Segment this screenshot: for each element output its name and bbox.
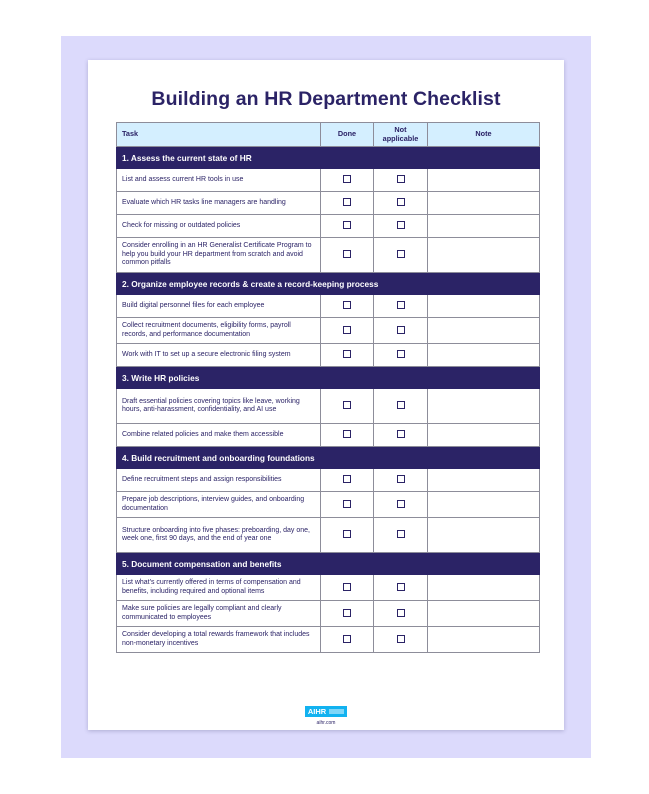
checklist-page: [88, 60, 564, 730]
note-cell[interactable]: [428, 238, 540, 273]
done-checkbox-icon[interactable]: [343, 326, 351, 334]
section-header-row: [117, 273, 540, 295]
not-applicable-cell: [374, 601, 428, 627]
task-text: Consider enrolling in an HR Generalist Certificate Program to help you build your HR department from scratch and avoid common pitfalls: [117, 238, 321, 273]
section-heading: 4. Build recruitment and onboarding foundations: [117, 447, 540, 469]
checklist-table: [116, 122, 540, 653]
done-cell: [321, 344, 374, 367]
table-row: [117, 518, 540, 553]
done-cell: [321, 389, 374, 424]
note-cell[interactable]: [428, 389, 540, 424]
done-cell: [321, 575, 374, 601]
not-applicable-checkbox-icon[interactable]: [397, 326, 405, 334]
table-row: [117, 238, 540, 273]
table-row: [117, 469, 540, 492]
task-text: Collect recruitment documents, eligibility forms, payroll records, and performance documentation: [117, 318, 321, 344]
section-header-row: [117, 553, 540, 575]
note-cell[interactable]: [428, 492, 540, 518]
not-applicable-checkbox-icon[interactable]: [397, 301, 405, 309]
footer: [88, 701, 564, 726]
note-cell[interactable]: [428, 424, 540, 447]
done-checkbox-icon[interactable]: [343, 350, 351, 358]
task-text: List what's currently offered in terms of compensation and benefits, including required and optional items: [117, 575, 321, 601]
table-header-row: [117, 123, 540, 147]
column-header-task: Task: [117, 123, 321, 147]
not-applicable-cell: [374, 215, 428, 238]
note-cell[interactable]: [428, 318, 540, 344]
column-header-not-applicable: Not applicable: [374, 123, 428, 147]
table-row: [117, 627, 540, 653]
page-title: Building an HR Department Checklist: [151, 88, 501, 110]
done-cell: [321, 601, 374, 627]
done-cell: [321, 518, 374, 553]
done-cell: [321, 169, 374, 192]
table-row: [117, 492, 540, 518]
section-heading: 5. Document compensation and benefits: [117, 553, 540, 575]
not-applicable-cell: [374, 344, 428, 367]
done-checkbox-icon[interactable]: [343, 635, 351, 643]
not-applicable-checkbox-icon[interactable]: [397, 350, 405, 358]
task-text: Check for missing or outdated policies: [117, 215, 321, 238]
section-header-row: [117, 447, 540, 469]
note-cell[interactable]: [428, 169, 540, 192]
not-applicable-cell: [374, 627, 428, 653]
done-checkbox-icon[interactable]: [343, 475, 351, 483]
note-cell[interactable]: [428, 518, 540, 553]
done-checkbox-icon[interactable]: [343, 430, 351, 438]
task-text: Build digital personnel files for each employee: [117, 295, 321, 318]
done-checkbox-icon[interactable]: [343, 583, 351, 591]
not-applicable-checkbox-icon[interactable]: [397, 250, 405, 258]
note-cell[interactable]: [428, 469, 540, 492]
task-text: List and assess current HR tools in use: [117, 169, 321, 192]
table-row: [117, 424, 540, 447]
aihr-logo-icon[interactable]: [305, 706, 347, 717]
logo-tagline-block: [329, 709, 344, 714]
done-cell: [321, 192, 374, 215]
checklist-body: [117, 147, 540, 653]
done-cell: [321, 318, 374, 344]
table-row: [117, 169, 540, 192]
table-row: [117, 575, 540, 601]
not-applicable-cell: [374, 318, 428, 344]
table-row: [117, 389, 540, 424]
column-header-note: Note: [428, 123, 540, 147]
note-cell[interactable]: [428, 627, 540, 653]
not-applicable-checkbox-icon[interactable]: [397, 198, 405, 206]
section-heading: 2. Organize employee records & create a record-keeping process: [117, 273, 540, 295]
done-checkbox-icon[interactable]: [343, 500, 351, 508]
task-text: Structure onboarding into five phases: preboarding, day one, week one, first 90 days, and the end of year one: [117, 518, 321, 553]
note-cell[interactable]: [428, 344, 540, 367]
not-applicable-cell: [374, 518, 428, 553]
not-applicable-cell: [374, 389, 428, 424]
done-cell: [321, 424, 374, 447]
not-applicable-cell: [374, 295, 428, 318]
done-cell: [321, 627, 374, 653]
task-text: Consider developing a total rewards framework that includes non-monetary incentives: [117, 627, 321, 653]
done-checkbox-icon[interactable]: [343, 609, 351, 617]
column-header-done: Done: [321, 123, 374, 147]
task-text: Combine related policies and make them accessible: [117, 424, 321, 447]
note-cell[interactable]: [428, 295, 540, 318]
not-applicable-checkbox-icon[interactable]: [397, 530, 405, 538]
done-cell: [321, 238, 374, 273]
done-checkbox-icon[interactable]: [343, 530, 351, 538]
not-applicable-checkbox-icon[interactable]: [397, 401, 405, 409]
task-text: Work with IT to set up a secure electronic filing system: [117, 344, 321, 367]
table-row: [117, 344, 540, 367]
not-applicable-checkbox-icon[interactable]: [397, 221, 405, 229]
table-row: [117, 318, 540, 344]
done-checkbox-icon[interactable]: [343, 221, 351, 229]
not-applicable-checkbox-icon[interactable]: [397, 500, 405, 508]
done-checkbox-icon[interactable]: [343, 250, 351, 258]
not-applicable-checkbox-icon[interactable]: [397, 609, 405, 617]
done-cell: [321, 492, 374, 518]
not-applicable-cell: [374, 424, 428, 447]
note-cell[interactable]: [428, 601, 540, 627]
task-text: Evaluate which HR tasks line managers are handling: [117, 192, 321, 215]
note-cell[interactable]: [428, 575, 540, 601]
done-cell: [321, 469, 374, 492]
not-applicable-checkbox-icon[interactable]: [397, 635, 405, 643]
done-cell: [321, 215, 374, 238]
table-row: [117, 295, 540, 318]
logo-text: AIHR: [307, 707, 327, 716]
task-text: Draft essential policies covering topics like leave, working hours, anti-harassment, confidentiality, and AI use: [117, 389, 321, 424]
not-applicable-cell: [374, 238, 428, 273]
not-applicable-checkbox-icon[interactable]: [397, 430, 405, 438]
section-heading: 1. Assess the current state of HR: [117, 147, 540, 169]
footer-url[interactable]: aihr.com: [316, 720, 336, 726]
not-applicable-cell: [374, 469, 428, 492]
task-text: Define recruitment steps and assign responsibilities: [117, 469, 321, 492]
not-applicable-cell: [374, 492, 428, 518]
done-checkbox-icon[interactable]: [343, 175, 351, 183]
done-cell: [321, 295, 374, 318]
section-heading: 3. Write HR policies: [117, 367, 540, 389]
task-text: Prepare job descriptions, interview guides, and onboarding documentation: [117, 492, 321, 518]
done-checkbox-icon[interactable]: [343, 198, 351, 206]
table-row: [117, 215, 540, 238]
not-applicable-cell: [374, 575, 428, 601]
note-cell[interactable]: [428, 192, 540, 215]
task-text: Make sure policies are legally compliant and clearly communicated to employees: [117, 601, 321, 627]
not-applicable-cell: [374, 192, 428, 215]
not-applicable-checkbox-icon[interactable]: [397, 175, 405, 183]
not-applicable-checkbox-icon[interactable]: [397, 583, 405, 591]
section-header-row: [117, 367, 540, 389]
done-checkbox-icon[interactable]: [343, 401, 351, 409]
note-cell[interactable]: [428, 215, 540, 238]
not-applicable-checkbox-icon[interactable]: [397, 475, 405, 483]
table-row: [117, 601, 540, 627]
section-header-row: [117, 147, 540, 169]
table-row: [117, 192, 540, 215]
not-applicable-cell: [374, 169, 428, 192]
done-checkbox-icon[interactable]: [343, 301, 351, 309]
